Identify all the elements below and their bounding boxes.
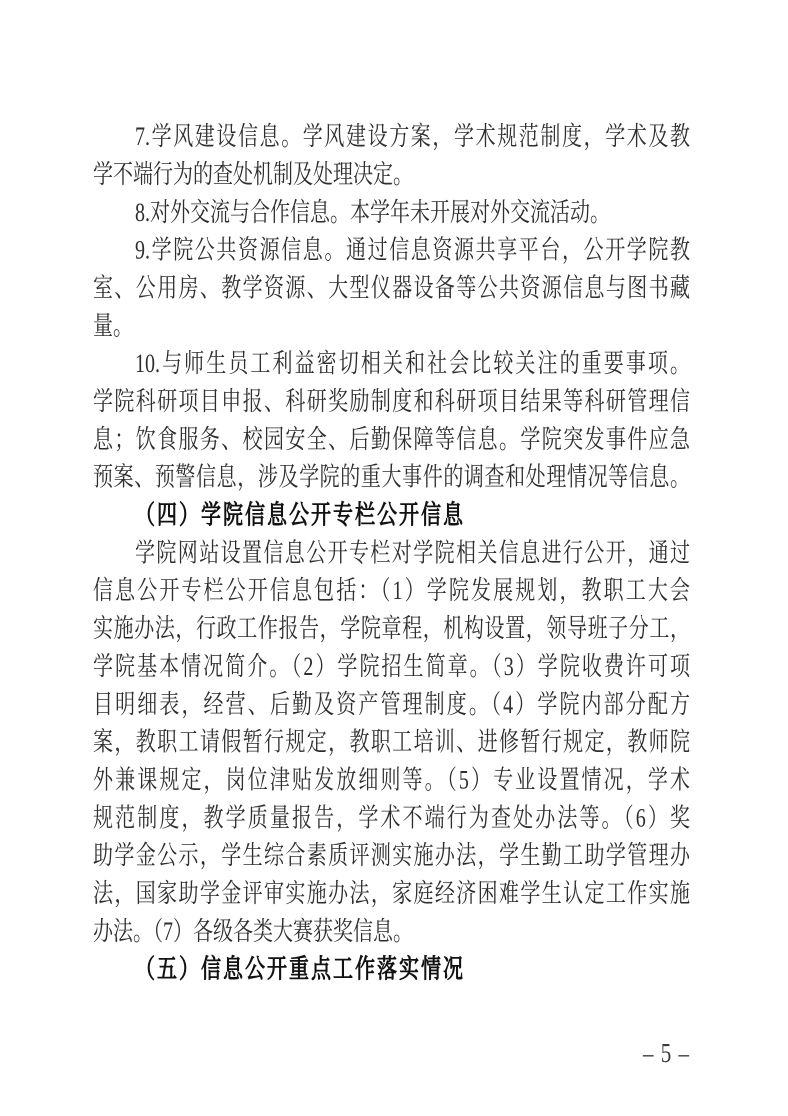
paragraph-item-10	[93, 346, 690, 497]
text-line: 预案、预警信息，涉及学院的重大事件的调查和处理情况等信息。	[93, 463, 690, 493]
document-body	[93, 119, 690, 989]
text-line: 外兼课规定，岗位津贴发放细则等。（5）专业设置情况，学术	[93, 766, 690, 795]
text-line: 信息公开专栏公开信息包括：（1）学院发展规划，教职工大会	[93, 577, 690, 606]
paragraph-special-column	[93, 535, 690, 951]
text-line: 量。	[93, 312, 133, 341]
text-line: 规范制度，教学质量报告，学术不端行为查处办法等。（6）奖	[93, 804, 690, 833]
text-line: 9.学院公共资源信息。通过信息资源共享平台，公开学院教	[135, 236, 690, 266]
text-line: 10.与师生员工利益密切相关和社会比较关注的重要事项。	[135, 349, 690, 379]
text-line: 案，教职工请假暂行规定，教职工培训、进修暂行规定，教师院	[93, 728, 690, 758]
section-heading-4	[93, 497, 690, 535]
text-line: 目明细表，经营、后勤及资产管理制度。（4）学院内部分配方	[93, 690, 690, 720]
text-line: 学院网站设置信息公开专栏对学院相关信息进行公开，通过	[135, 539, 690, 568]
text-line: 学院科研项目申报、科研奖励制度和科研项目结果等科研管理信	[93, 387, 690, 417]
text-line: 室、公用房、教学资源、大型仪器设备等公共资源信息与图书藏	[93, 274, 690, 304]
text-line: 助学金公示，学生综合素质评测实施办法，学生勤工助学管理办	[93, 841, 690, 871]
paragraph-item-9	[93, 233, 690, 347]
text-line: 学不端行为的查处机制及处理决定。	[93, 160, 413, 190]
paragraph-item-8	[93, 195, 690, 233]
text-line: 7.学风建设信息。学风建设方案，学术规范制度，学术及教	[135, 122, 690, 152]
section-heading-text: （四）学院信息公开专栏公开信息	[135, 501, 465, 531]
paragraph-item-7	[93, 119, 690, 195]
text-line: 息；饮食服务、校园安全、后勤保障等信息。学院突发事件应急	[93, 425, 690, 455]
page-number: – 5 –	[643, 1037, 690, 1069]
text-line: 办法。（7）各级各类大赛获奖信息。	[93, 917, 413, 947]
text-line: 法，国家助学金评审实施办法，家庭经济困难学生认定工作实施	[93, 879, 690, 909]
section-heading-5	[93, 952, 690, 990]
text-line: 学院基本情况简介。（2）学院招生简章。（3）学院收费许可项	[93, 652, 690, 682]
section-heading-text: （五）信息公开重点工作落实情况	[135, 955, 465, 985]
text-line: 实施办法，行政工作报告，学院章程，机构设置，领导班子分工，	[93, 614, 690, 644]
text-line: 8.对外交流与合作信息。本学年未开展对外交流活动。	[135, 198, 610, 228]
